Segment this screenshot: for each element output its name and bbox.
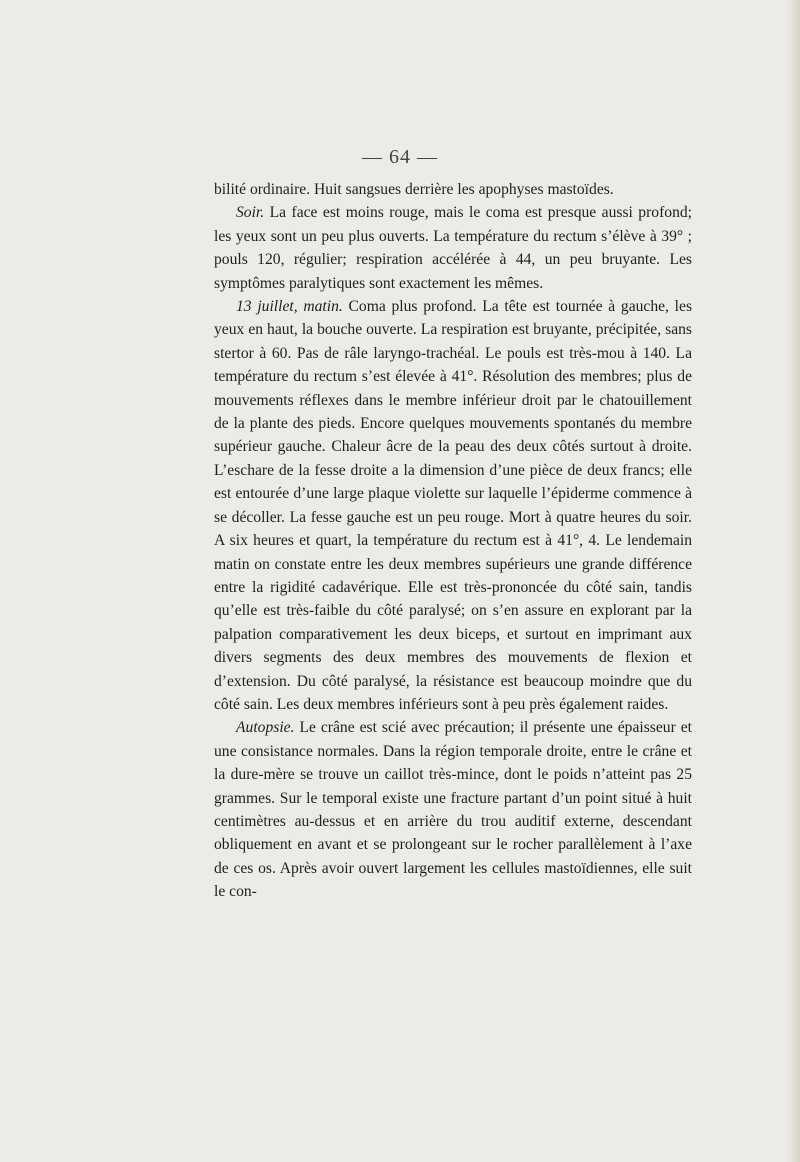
paragraph-text: Coma plus profond. La tête est tournée à gauche, les yeux en haut, la bouche ouverte. La respiration est bruyante, précipitée, sans stertor à 60. Pas de râle laryngo-trachéal. Le pouls est très-mou à 140. La température du rectum s’est élevée à 41°. Résolution des membres; plus de mouvements réflexes dans le membre inférieur droit par le chatouillement de la plante des pieds. Encore quelques mouvements spontanés du membre supérieur gauche. Chaleur âcre de la peau des deux côtés surtout à droite. L’eschare de la fesse droite a la dimension d’une pièce de deux francs; elle est entourée d’une large plaque violette sur laquelle l’épiderme commence à se décoller. La fesse gauche est un peu rouge. Mort à quatre heures du soir. A six heures et quart, la température du rectum est à 41°, 4. Le lendemain matin on constate entre les deux membres supérieurs une grande différence entre la rigidité cadavérique. Elle est très-prononcée du côté sain, tandis qu’elle est très-faible du côté paralysé; on s’en assure en explorant par la palpation comparativement les deux biceps, et surtout en imprimant aux divers segments des deux membres des mouvements de flexion et d’extension. Du côté paralysé, la résistance est beaucoup moindre que du côté sain. Les deux membres inférieurs sont à peu près également raides.: [214, 298, 693, 713]
paragraph-heading: Soir.: [236, 204, 265, 222]
page-edge-shadow: [786, 0, 800, 1162]
paragraph-evening: [214, 201, 692, 295]
body-text: [214, 178, 692, 904]
paragraph-heading: 13 juillet, matin.: [236, 298, 343, 316]
paragraph-autopsy: [214, 716, 692, 903]
paragraph-text: La face est moins rouge, mais le coma est presque aussi profond; les yeux sont un peu plus ouverts. La température du rectum s’élève à 39° ; pouls 120, régulier; respiration accélérée à 44, un peu bruyante. Les symptômes paralytiques sont exactement les mêmes.: [214, 204, 692, 292]
paragraph-text: bilité ordinaire. Huit sangsues derrière les apophyses mastoïdes.: [214, 181, 614, 198]
paragraph-july-13: [214, 295, 692, 716]
paragraph-heading: Autopsie.: [236, 719, 295, 737]
paragraph-continuation: [214, 178, 692, 201]
paragraph-text: Le crâne est scié avec précaution; il présente une épaisseur et une consistance normales. Dans la région temporale droite, entre le crâne et la dure-mère se trouve un caillot très-mince, dont le poids n’atteint pas 25 grammes. Sur le temporal existe une fracture partant d’un point situé à huit centimètres au-dessus et en arrière du trou auditif externe, descendant obliquement en avant et se prolongeant sur le rocher parallèlement à l’axe de ces os. Après avoir ouvert largement les cellules mastoïdiennes, elle suit le con-: [214, 719, 692, 901]
page-number: — 64 —: [362, 146, 438, 168]
